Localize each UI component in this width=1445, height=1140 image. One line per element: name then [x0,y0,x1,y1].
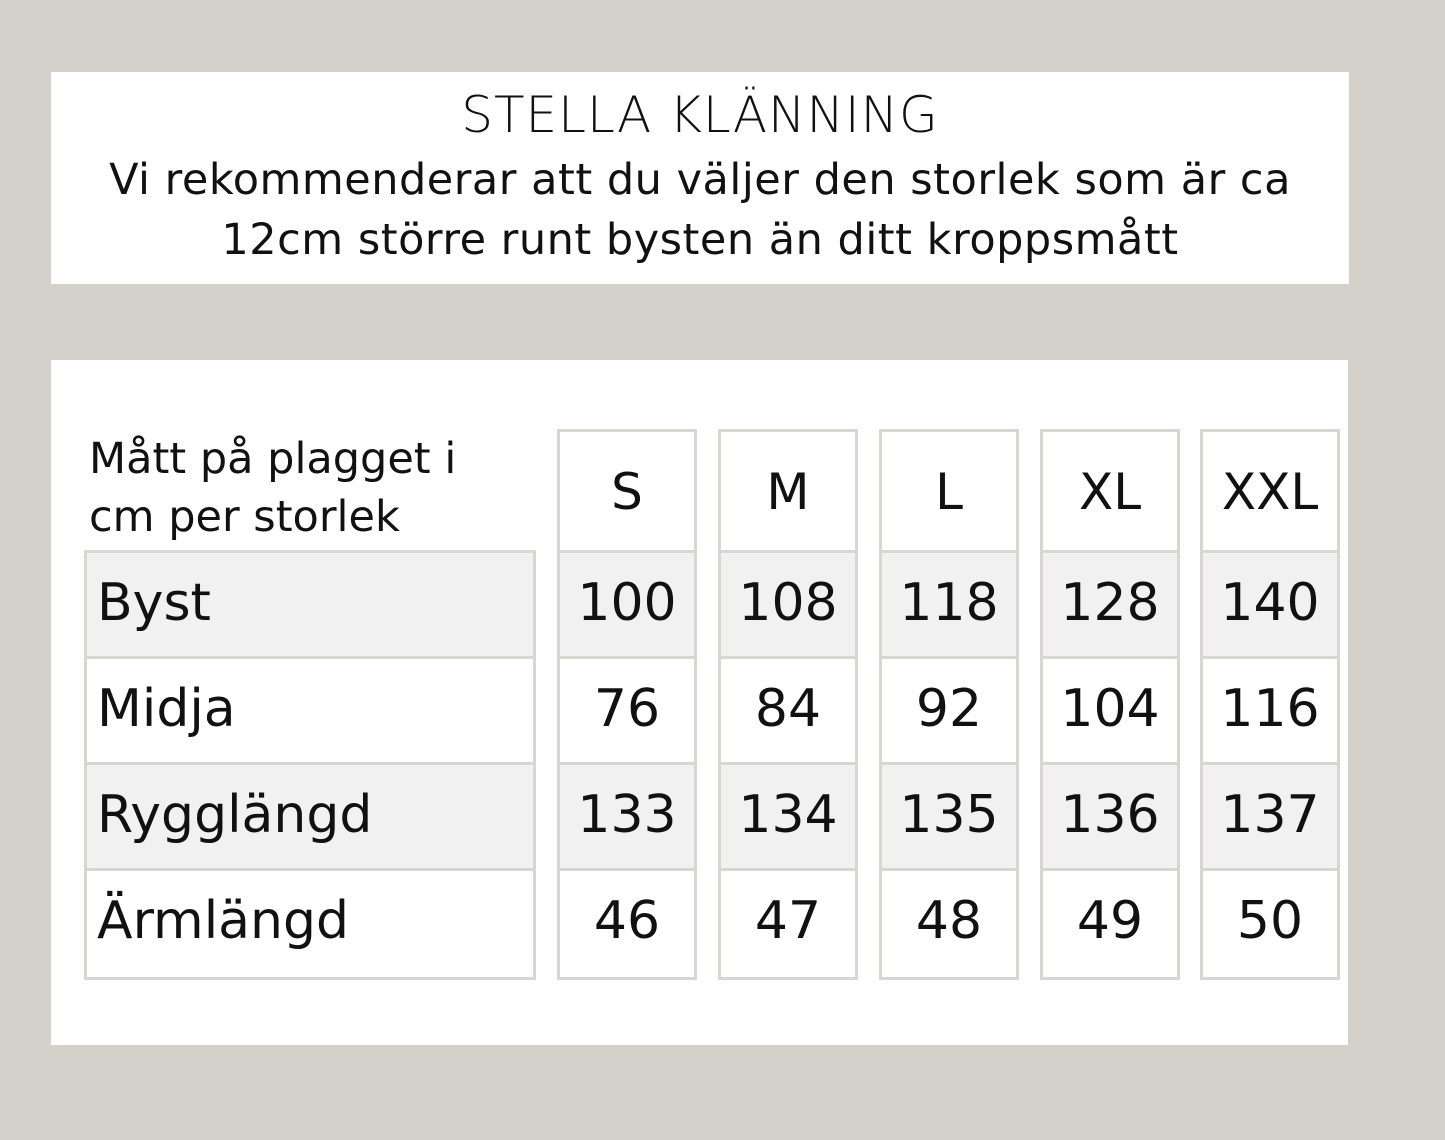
recommendation-line-2: 12cm större runt bysten än ditt kroppsmått [221,215,1179,265]
table-cell: 137 [1203,765,1337,871]
table-cell: 84 [721,659,855,765]
table-cell: 92 [882,659,1016,765]
header-panel [51,72,1349,284]
product-title: STELLA KLÄNNING [461,86,939,144]
table-cell: 104 [1043,659,1177,765]
table-cell: 50 [1236,891,1304,951]
row-label-sleeve-length: Ärmlängd [97,891,349,951]
row-label-bust: Byst [87,553,533,659]
table-cell: 128 [1043,553,1177,659]
table-caption-line-1: Mått på plagget i [89,434,457,484]
size-column-l [879,429,1019,980]
size-header: XXL [1203,432,1337,553]
table-cell: 134 [721,765,855,871]
size-header: L [882,432,1016,553]
table-cell: 49 [1076,891,1144,951]
table-cell: 100 [560,553,694,659]
row-label-waist: Midja [87,659,533,765]
size-recommendation [51,150,1349,270]
measurement-label-column [84,550,536,980]
table-caption [89,430,509,546]
table-cell: 48 [915,891,983,951]
size-column-xxl [1200,429,1340,980]
table-caption-line-2: cm per storlek [89,492,400,542]
table-cell: 76 [560,659,694,765]
table-cell: 140 [1203,553,1337,659]
size-column-xl [1040,429,1180,980]
table-cell: 116 [1203,659,1337,765]
table-cell: 46 [593,891,661,951]
table-cell: 135 [882,765,1016,871]
size-table-panel [51,360,1348,1045]
recommendation-line-1: Vi rekommenderar att du väljer den storlek som är ca [109,155,1291,205]
size-column-m [718,429,858,980]
table-cell: 47 [754,891,822,951]
size-header: S [560,432,694,553]
table-cell: 108 [721,553,855,659]
table-cell: 118 [882,553,1016,659]
row-label-back-length: Rygglängd [87,765,533,871]
table-cell: 136 [1043,765,1177,871]
size-header: XL [1043,432,1177,553]
table-cell: 133 [560,765,694,871]
size-column-s [557,429,697,980]
size-header: M [721,432,855,553]
